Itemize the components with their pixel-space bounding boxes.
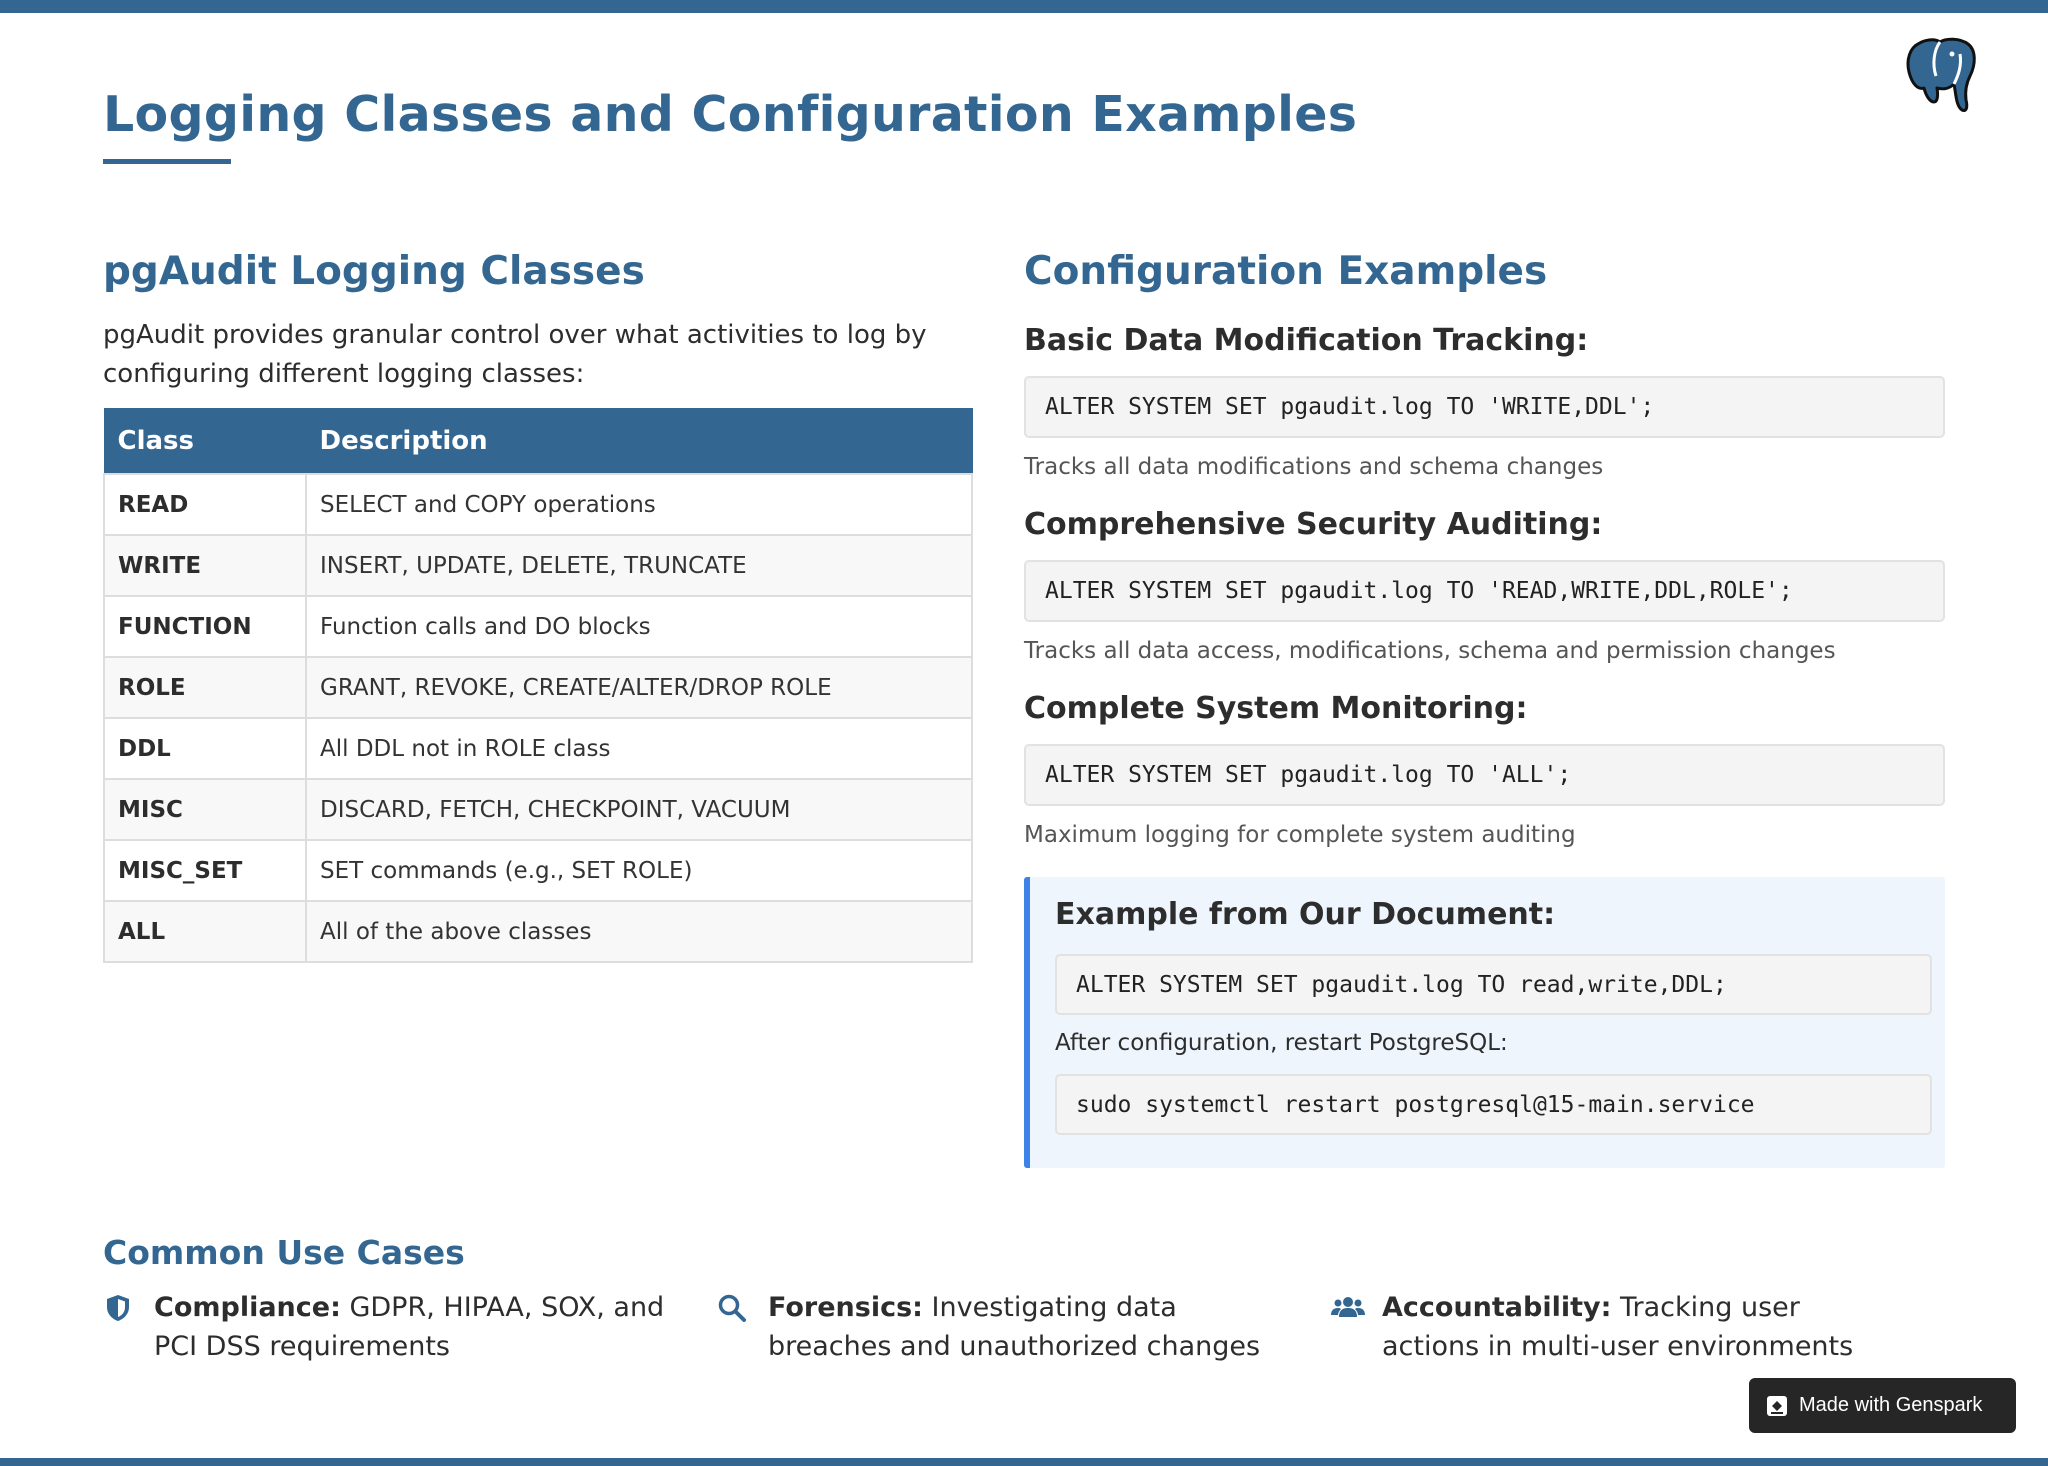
description-cell: All of the above classes <box>306 901 972 962</box>
document-example-callout <box>1024 877 1945 1168</box>
class-cell: MISC_SET <box>104 840 306 901</box>
restart-note: After configuration, restart PostgreSQL: <box>1055 1030 1508 1056</box>
example-desc-security: Tracks all data access, modifications, schema and permission changes <box>1024 638 1836 664</box>
page-title: Logging Classes and Configuration Examples <box>103 86 1358 143</box>
search-icon <box>717 1293 747 1323</box>
document-example-title: Example from Our Document: <box>1055 897 1556 932</box>
code-block-document-example[interactable]: ALTER SYSTEM SET pgaudit.log TO read,write,DDL; <box>1055 954 1932 1015</box>
use-case-text: Investigating data breaches and unauthorized changes <box>768 1292 1261 1362</box>
example-label-monitoring: Complete System Monitoring: <box>1024 691 1528 726</box>
code-block-monitoring[interactable]: ALTER SYSTEM SET pgaudit.log TO 'ALL'; <box>1024 744 1945 806</box>
use-case-label: Forensics: <box>768 1292 923 1323</box>
logging-classes-intro: pgAudit provides granular control over what activities to log by configuring different logging classes: <box>103 320 927 389</box>
example-desc-monitoring: Maximum logging for complete system auditing <box>1024 822 1576 848</box>
table-row <box>104 718 972 779</box>
class-cell: MISC <box>104 779 306 840</box>
use-case-text: GDPR, HIPAA, SOX, and PCI DSS requirements <box>154 1292 665 1362</box>
table-row <box>104 535 972 596</box>
genspark-badge-label: Made with Genspark <box>1799 1394 1983 1416</box>
description-cell: SELECT and COPY operations <box>306 474 972 535</box>
class-cell: DDL <box>104 718 306 779</box>
use-case-text: Tracking user actions in multi-user environments <box>1382 1292 1854 1362</box>
description-cell: DISCARD, FETCH, CHECKPOINT, VACUUM <box>306 779 972 840</box>
table-row <box>104 901 972 962</box>
use-case-label: Accountability: <box>1382 1292 1612 1323</box>
table-row <box>104 779 972 840</box>
code-block-restart[interactable]: sudo systemctl restart postgresql@15-main.service <box>1055 1074 1932 1135</box>
title-underline <box>103 159 231 164</box>
users-icon <box>1331 1293 1365 1323</box>
column-header-class: Class <box>104 409 306 475</box>
code-block-security[interactable]: ALTER SYSTEM SET pgaudit.log TO 'READ,WRITE,DDL,ROLE'; <box>1024 560 1945 622</box>
class-cell: ALL <box>104 901 306 962</box>
top-accent-bar <box>0 0 2048 13</box>
genspark-icon <box>1766 1395 1788 1417</box>
code-block-basic[interactable]: ALTER SYSTEM SET pgaudit.log TO 'WRITE,DDL'; <box>1024 376 1945 438</box>
example-label-basic: Basic Data Modification Tracking: <box>1024 323 1589 358</box>
postgresql-elephant-icon <box>1900 30 1986 116</box>
description-cell: INSERT, UPDATE, DELETE, TRUNCATE <box>306 535 972 596</box>
logging-classes-heading: pgAudit Logging Classes <box>103 249 645 294</box>
table-row <box>104 657 972 718</box>
description-cell: All DDL not in ROLE class <box>306 718 972 779</box>
example-label-security: Comprehensive Security Auditing: <box>1024 507 1603 542</box>
class-cell: FUNCTION <box>104 596 306 657</box>
class-cell: READ <box>104 474 306 535</box>
example-desc-basic: Tracks all data modifications and schema changes <box>1024 454 1604 480</box>
class-cell: ROLE <box>104 657 306 718</box>
table-row <box>104 596 972 657</box>
logging-classes-table <box>103 408 973 963</box>
table-row <box>104 840 972 901</box>
description-cell: GRANT, REVOKE, CREATE/ALTER/DROP ROLE <box>306 657 972 718</box>
table-row <box>104 474 972 535</box>
description-cell: SET commands (e.g., SET ROLE) <box>306 840 972 901</box>
shield-icon <box>103 1293 133 1323</box>
use-case-label: Compliance: <box>154 1292 341 1323</box>
table-header-row <box>104 409 972 475</box>
class-cell: WRITE <box>104 535 306 596</box>
bottom-accent-bar <box>0 1458 2048 1466</box>
column-header-description: Description <box>306 409 972 475</box>
description-cell: Function calls and DO blocks <box>306 596 972 657</box>
made-with-genspark-badge[interactable] <box>1749 1378 2016 1433</box>
use-cases-heading: Common Use Cases <box>103 1233 465 1272</box>
configuration-examples-heading: Configuration Examples <box>1024 249 1548 294</box>
